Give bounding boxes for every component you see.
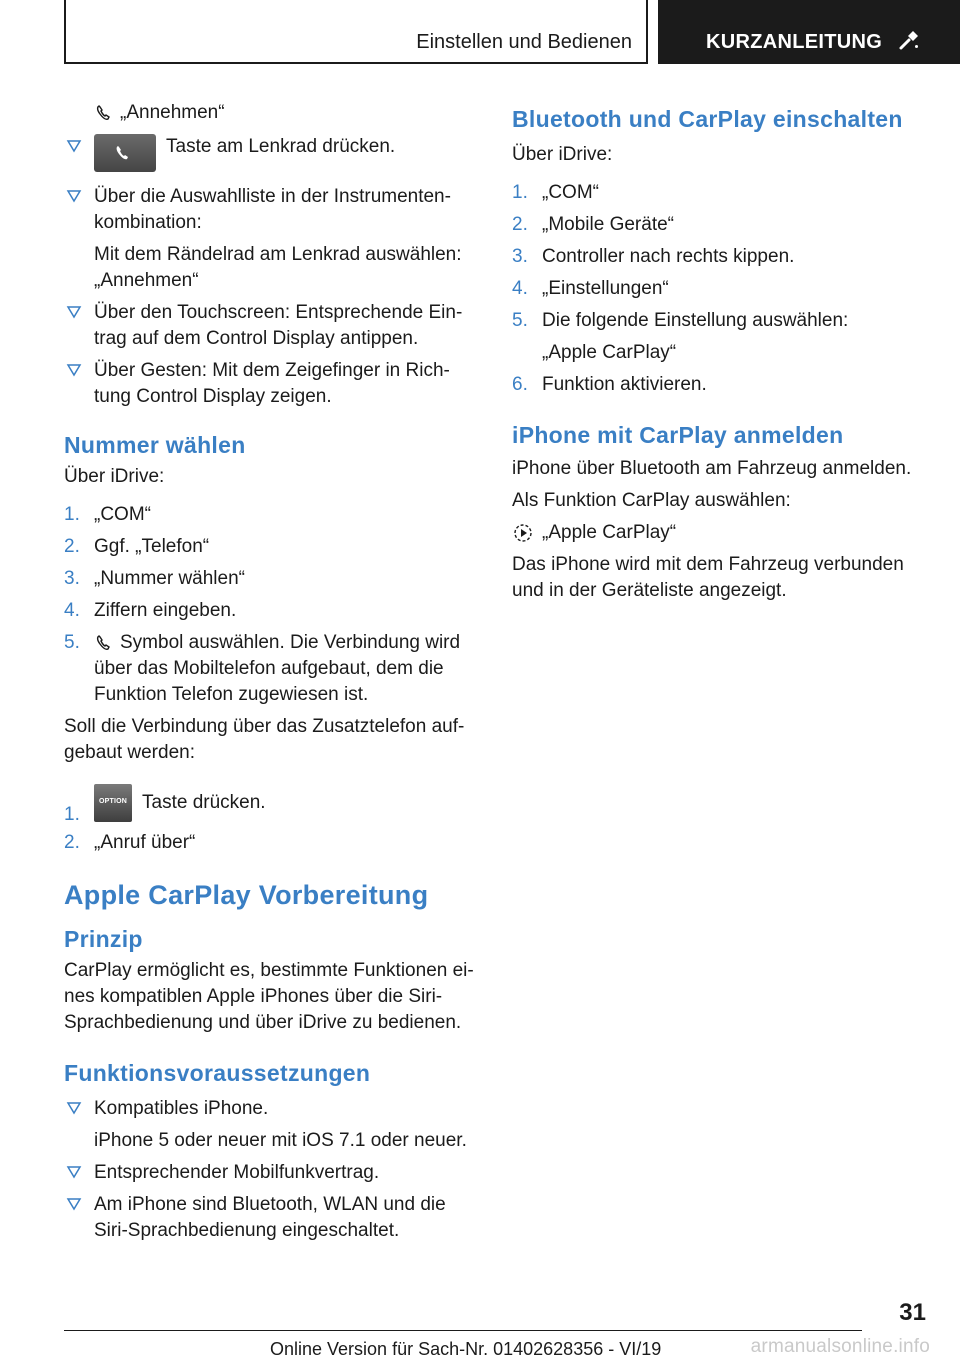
list-item bbox=[64, 184, 478, 236]
list-item-text: Kompatibles iPhone. bbox=[94, 1098, 269, 1119]
iphone-p1: iPhone über Bluetooth am Fahrzeug anmelden. bbox=[512, 458, 912, 479]
list-item bbox=[64, 534, 478, 560]
list-item bbox=[64, 566, 478, 592]
step-text: Symbol auswählen. Die Verbindung wird über das Mobiltelefon aufgebaut, dem die Funktion Telefon zugewiesen ist. bbox=[94, 632, 461, 705]
step-number: 6. bbox=[512, 374, 528, 395]
heading-funktionsvoraussetzungen: Funktionsvoraussetzungen bbox=[64, 1060, 371, 1086]
step-number: 5. bbox=[64, 632, 80, 653]
list-item-text: Über den Touchscreen: Entsprechende Eintrag auf dem Control Display antippen. bbox=[94, 302, 463, 349]
list-item bbox=[64, 358, 478, 410]
triangle-bullet-icon bbox=[65, 136, 83, 154]
phone-key-icon bbox=[94, 134, 156, 172]
watermark: armanualsonline.info bbox=[750, 1336, 930, 1357]
list-item bbox=[512, 308, 917, 334]
left-column bbox=[64, 100, 478, 1250]
step-text: „Einstellungen“ bbox=[542, 278, 669, 299]
list-item-text: Über Gesten: Mit dem Zeigefinger in Richtung Control Display zeigen. bbox=[94, 360, 450, 407]
step-number: 2. bbox=[64, 536, 80, 557]
phone-icon bbox=[94, 633, 114, 653]
annehmen-line bbox=[64, 100, 478, 126]
list-item bbox=[512, 372, 917, 398]
list-item bbox=[64, 630, 478, 708]
list-item bbox=[64, 1160, 478, 1186]
step-number: 1. bbox=[64, 804, 80, 825]
triangle-bullet-icon bbox=[65, 1194, 83, 1212]
step-text: Taste drücken. bbox=[142, 792, 266, 814]
section-title: Einstellen und Bedienen bbox=[416, 31, 632, 53]
step-text: „COM“ bbox=[94, 504, 151, 525]
step-number: 1. bbox=[512, 182, 528, 203]
list-item-text: Entsprechender Mobilfunkvertrag. bbox=[94, 1162, 380, 1183]
triangle-bullet-icon bbox=[65, 186, 83, 204]
step-number: 2. bbox=[64, 832, 80, 853]
list-item bbox=[64, 300, 478, 352]
header-section-box bbox=[64, 0, 648, 64]
step-number: 4. bbox=[64, 600, 80, 621]
bt-intro: Über iDrive: bbox=[512, 144, 613, 165]
nummer-intro: Über iDrive: bbox=[64, 466, 165, 487]
step-number: 4. bbox=[512, 278, 528, 299]
step-number: 5. bbox=[512, 310, 528, 331]
iphone-p2: Als Funktion CarPlay auswählen: bbox=[512, 490, 791, 511]
tab-label: KURZANLEITUNG bbox=[706, 31, 883, 53]
list-item-text: Taste am Lenkrad drücken. bbox=[166, 136, 396, 157]
bt-steps-list bbox=[512, 180, 917, 398]
heading-prinzip: Prinzip bbox=[64, 926, 143, 952]
list-item bbox=[512, 244, 917, 270]
phone-icon bbox=[94, 103, 114, 123]
list-item-subtext: iPhone 5 oder neuer mit iOS 7.1 oder neuer. bbox=[94, 1130, 467, 1151]
zusatz-text: Soll die Verbindung über das Zusatztelefon aufgebaut werden: bbox=[64, 716, 465, 763]
list-item bbox=[64, 784, 478, 825]
iphone-carplay-line bbox=[512, 520, 917, 546]
step-text: „Anruf über“ bbox=[94, 832, 196, 853]
list-item bbox=[64, 502, 478, 528]
step-number: 1. bbox=[64, 504, 80, 525]
right-column bbox=[512, 104, 917, 610]
step-text: Funktion aktivieren. bbox=[542, 374, 707, 395]
iphone-p3: Das iPhone wird mit dem Fahrzeug verbunden und in der Geräteliste angezeigt. bbox=[512, 554, 904, 601]
list-item-subtext: Mit dem Rändelrad am Lenkrad auswählen: „Annehmen“ bbox=[94, 244, 462, 291]
list-item bbox=[512, 276, 917, 302]
step-number: 2. bbox=[512, 214, 528, 235]
list-item bbox=[512, 212, 917, 238]
list-item bbox=[64, 1096, 478, 1122]
heading-nummer-waehlen: Nummer wählen bbox=[64, 432, 246, 458]
list-item bbox=[64, 598, 478, 624]
step-text: „COM“ bbox=[542, 182, 599, 203]
option-key-icon bbox=[94, 784, 132, 822]
list-item bbox=[512, 180, 917, 206]
triangle-bullet-icon bbox=[65, 360, 83, 378]
nummer-steps-list bbox=[64, 502, 478, 708]
iphone-carplay-text: „Apple CarPlay“ bbox=[542, 522, 677, 543]
heading-bluetooth-carplay: Bluetooth und CarPlay einschalten bbox=[512, 106, 903, 132]
triangle-bullet-icon bbox=[65, 1098, 83, 1116]
step-text: Ggf. „Telefon“ bbox=[94, 536, 210, 557]
step-text: Controller nach rechts kippen. bbox=[542, 246, 795, 267]
page-number: 31 bbox=[899, 1299, 926, 1326]
header-tab-kurzanleitung[interactable] bbox=[658, 0, 960, 64]
footer-online-version: Online Version für Sach-Nr. 01402628356 - VI/19 bbox=[270, 1339, 662, 1359]
step-number: 3. bbox=[64, 568, 80, 589]
annehmen-text: „Annehmen“ bbox=[120, 102, 225, 123]
play-circle-icon bbox=[512, 522, 534, 544]
list-item bbox=[64, 830, 478, 856]
step-number: 3. bbox=[512, 246, 528, 267]
heading-apple-carplay-vorbereitung: Apple CarPlay Vorbereitung bbox=[64, 880, 429, 910]
prinzip-text: CarPlay ermöglicht es, bestimmte Funktionen eines kompatiblen Apple iPhones über die Siri-Sprachbedienung und über iDrive zu bedienen. bbox=[64, 960, 474, 1033]
option-key-label: OPTION bbox=[98, 798, 128, 805]
triangle-bullet-icon bbox=[65, 302, 83, 320]
step-text: Die folgende Einstellung auswählen: bbox=[542, 310, 849, 331]
list-item-subtext: „Apple CarPlay“ bbox=[542, 342, 677, 363]
heading-iphone-carplay-anmelden: iPhone mit CarPlay anmelden bbox=[512, 422, 844, 448]
list-item bbox=[64, 1192, 478, 1244]
step-text: „Mobile Geräte“ bbox=[542, 214, 674, 235]
step-text: Ziffern eingeben. bbox=[94, 600, 237, 621]
footer-divider bbox=[64, 1330, 862, 1331]
list-item-text: Über die Auswahlliste in der Instrumentenkombination: bbox=[94, 186, 451, 233]
tool-icon bbox=[898, 29, 920, 51]
triangle-bullet-icon bbox=[65, 1162, 83, 1180]
list-item-text: Am iPhone sind Bluetooth, WLAN und die Siri-Sprachbedienung eingeschaltet. bbox=[94, 1194, 446, 1241]
step-text: „Nummer wählen“ bbox=[94, 568, 245, 589]
list-item bbox=[64, 134, 478, 172]
